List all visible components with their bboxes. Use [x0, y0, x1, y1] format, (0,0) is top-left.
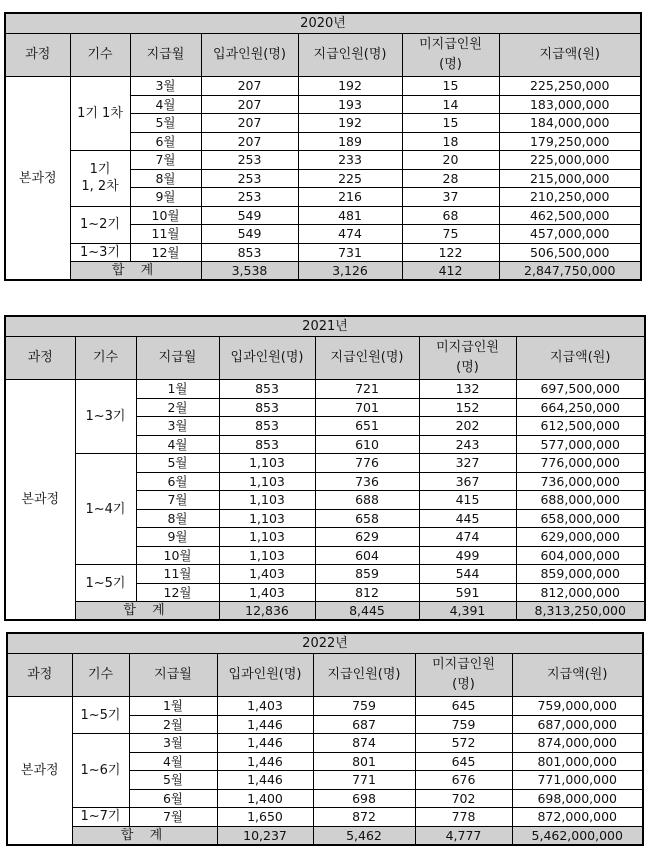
paid-cell: 651: [315, 417, 419, 436]
month-cell: 6월: [130, 132, 201, 151]
amount-cell: 874,000,000: [512, 734, 643, 753]
enrolled-cell: 1,650: [217, 808, 313, 827]
total-unpaid: 4,777: [415, 826, 512, 845]
table-row: [5, 243, 641, 262]
total-unpaid: 412: [402, 262, 499, 281]
paid-cell: 610: [315, 435, 419, 454]
paid-cell: 629: [315, 528, 419, 547]
table-2022: [6, 632, 644, 846]
paid-cell: 872: [313, 808, 415, 827]
amount-cell: 859,000,000: [516, 565, 645, 584]
unpaid-cell: 415: [419, 491, 516, 510]
amount-cell: 664,250,000: [516, 398, 645, 417]
header-amount: 지급액(원): [512, 654, 643, 697]
month-cell: 6월: [136, 472, 219, 491]
cohort-line: 1기: [89, 162, 111, 178]
enrolled-cell: 1,403: [219, 565, 315, 584]
total-row: [7, 826, 643, 845]
cohort-line: 1~2기: [80, 217, 120, 232]
unpaid-cell: 15: [402, 114, 499, 133]
month-cell: 12월: [136, 583, 219, 602]
total-amount: 8,313,250,000: [516, 602, 645, 621]
paid-cell: 874: [313, 734, 415, 753]
header-unpaid: [415, 654, 512, 697]
header-unpaid-line2: (명): [456, 360, 479, 375]
amount-cell: 658,000,000: [516, 509, 645, 528]
header-amount: 지급액(원): [499, 34, 641, 77]
amount-cell: 688,000,000: [516, 491, 645, 510]
month-cell: 3월: [130, 77, 201, 96]
year-title: 2020년: [5, 13, 641, 34]
total-amount: 5,462,000,000: [512, 826, 643, 845]
paid-cell: 193: [298, 95, 402, 114]
total-enrolled: 12,836: [219, 602, 315, 621]
amount-cell: 210,250,000: [499, 188, 641, 207]
amount-cell: 179,250,000: [499, 132, 641, 151]
enrolled-cell: 1,446: [217, 715, 313, 734]
cohort-line: 1~4기: [85, 501, 126, 517]
year-title-row: [5, 13, 641, 34]
header-course: 과정: [7, 654, 72, 697]
enrolled-cell: 853: [219, 435, 315, 454]
table-2020: [4, 12, 642, 281]
paid-cell: 701: [315, 398, 419, 417]
paid-cell: 216: [298, 188, 402, 207]
month-cell: 9월: [130, 188, 201, 207]
enrolled-cell: 1,103: [219, 546, 315, 565]
enrolled-cell: 853: [219, 380, 315, 399]
header-enrolled: 입과인원(명): [217, 654, 313, 697]
paid-cell: 859: [315, 565, 419, 584]
paid-cell: 192: [298, 114, 402, 133]
unpaid-cell: 544: [419, 565, 516, 584]
paid-cell: 658: [315, 509, 419, 528]
amount-cell: 812,000,000: [516, 583, 645, 602]
enrolled-cell: 207: [201, 132, 298, 151]
month-cell: 4월: [136, 435, 219, 454]
cohort-cell: [75, 565, 136, 602]
header-enrolled: 입과인원(명): [201, 34, 298, 77]
course-cell: 본과정: [7, 697, 72, 845]
header-cohort: 기수: [72, 654, 129, 697]
unpaid-cell: 37: [402, 188, 499, 207]
amount-cell: 225,250,000: [499, 77, 641, 96]
enrolled-cell: 1,446: [217, 734, 313, 753]
header-amount: 지급액(원): [516, 337, 645, 380]
enrolled-cell: 549: [201, 225, 298, 244]
enrolled-cell: 853: [219, 398, 315, 417]
amount-cell: 215,000,000: [499, 169, 641, 188]
header-paid: 지급인원(명): [315, 337, 419, 380]
year-title: 2021년: [5, 316, 645, 337]
amount-cell: 687,000,000: [512, 715, 643, 734]
header-row: [5, 34, 641, 77]
table-row: [5, 454, 645, 473]
paid-cell: 192: [298, 77, 402, 96]
header-unpaid-line2: (명): [439, 57, 462, 72]
unpaid-cell: 75: [402, 225, 499, 244]
paid-cell: 233: [298, 151, 402, 170]
unpaid-cell: 591: [419, 583, 516, 602]
amount-cell: 697,500,000: [516, 380, 645, 399]
month-cell: 4월: [130, 95, 201, 114]
unpaid-cell: 645: [415, 697, 512, 716]
total-enrolled: 3,538: [201, 262, 298, 281]
amount-cell: 629,000,000: [516, 528, 645, 547]
enrolled-cell: 253: [201, 188, 298, 207]
course-cell: 본과정: [5, 380, 75, 621]
cohort-line: 1~3기: [80, 244, 120, 260]
paid-cell: 771: [313, 771, 415, 790]
enrolled-cell: 207: [201, 114, 298, 133]
month-cell: 12월: [130, 243, 201, 262]
cohort-cell: [72, 697, 129, 734]
month-cell: 2월: [129, 715, 217, 734]
enrolled-cell: 207: [201, 95, 298, 114]
cohort-line: 1~5기: [85, 575, 126, 591]
paid-cell: 776: [315, 454, 419, 473]
cohort-cell: [72, 734, 129, 808]
enrolled-cell: 207: [201, 77, 298, 96]
month-cell: 10월: [130, 206, 201, 225]
cohort-line: 1~7기: [80, 809, 121, 825]
course-cell: 본과정: [5, 77, 70, 281]
paid-cell: 225: [298, 169, 402, 188]
unpaid-cell: 122: [402, 243, 499, 262]
header-unpaid: [402, 34, 499, 77]
unpaid-cell: 499: [419, 546, 516, 565]
paid-cell: 812: [315, 583, 419, 602]
cohort-cell: [70, 243, 130, 262]
header-cohort: 기수: [75, 337, 136, 380]
amount-cell: 872,000,000: [512, 808, 643, 827]
enrolled-cell: 549: [201, 206, 298, 225]
header-paid: 지급인원(명): [298, 34, 402, 77]
amount-cell: 462,500,000: [499, 206, 641, 225]
table-row: [7, 697, 643, 716]
month-cell: 11월: [130, 225, 201, 244]
unpaid-cell: 327: [419, 454, 516, 473]
enrolled-cell: 853: [219, 417, 315, 436]
year-title: 2022년: [7, 633, 643, 654]
header-unpaid-line1: 미지급인원: [436, 340, 499, 355]
amount-cell: 736,000,000: [516, 472, 645, 491]
amount-cell: 698,000,000: [512, 789, 643, 808]
total-amount: 2,847,750,000: [499, 262, 641, 281]
total-row: [5, 602, 645, 621]
cohort-cell: [70, 77, 130, 151]
total-label: 합 계: [75, 602, 219, 621]
table-row: [5, 380, 645, 399]
month-cell: 9월: [136, 528, 219, 547]
cohort-cell: [72, 808, 129, 827]
amount-cell: 801,000,000: [512, 752, 643, 771]
unpaid-cell: 572: [415, 734, 512, 753]
amount-cell: 506,500,000: [499, 243, 641, 262]
header-unpaid-line1: 미지급인원: [419, 37, 482, 52]
cohort-line: 1~5기: [80, 707, 121, 723]
header-month: 지급월: [129, 654, 217, 697]
table-row: [5, 77, 641, 96]
enrolled-cell: 1,403: [219, 583, 315, 602]
year-title-row: [5, 316, 645, 337]
header-unpaid-line1: 미지급인원: [432, 657, 495, 672]
paid-cell: 736: [315, 472, 419, 491]
total-paid: 5,462: [313, 826, 415, 845]
amount-cell: 184,000,000: [499, 114, 641, 133]
unpaid-cell: 445: [419, 509, 516, 528]
amount-cell: 759,000,000: [512, 697, 643, 716]
cohort-line: 1기 1차: [77, 106, 123, 121]
paid-cell: 687: [313, 715, 415, 734]
unpaid-cell: 132: [419, 380, 516, 399]
month-cell: 11월: [136, 565, 219, 584]
table-row: [7, 734, 643, 753]
amount-cell: 612,500,000: [516, 417, 645, 436]
total-paid: 8,445: [315, 602, 419, 621]
header-row: [5, 337, 645, 380]
total-row: [5, 262, 641, 281]
total-unpaid: 4,391: [419, 602, 516, 621]
amount-cell: 457,000,000: [499, 225, 641, 244]
unpaid-cell: 68: [402, 206, 499, 225]
header-unpaid: [419, 337, 516, 380]
header-row: [7, 654, 643, 697]
header-month: 지급월: [136, 337, 219, 380]
enrolled-cell: 253: [201, 151, 298, 170]
header-course: 과정: [5, 337, 75, 380]
header-unpaid-line2: (명): [452, 677, 475, 692]
month-cell: 1월: [129, 697, 217, 716]
month-cell: 7월: [136, 491, 219, 510]
unpaid-cell: 367: [419, 472, 516, 491]
paid-cell: 604: [315, 546, 419, 565]
enrolled-cell: 1,446: [217, 752, 313, 771]
paid-cell: 801: [313, 752, 415, 771]
cohort-cell: [75, 380, 136, 454]
month-cell: 8월: [130, 169, 201, 188]
enrolled-cell: 1,403: [217, 697, 313, 716]
month-cell: 2월: [136, 398, 219, 417]
year-title-row: [7, 633, 643, 654]
paid-cell: 189: [298, 132, 402, 151]
month-cell: 3월: [129, 734, 217, 753]
total-label: 합 계: [70, 262, 201, 281]
paid-cell: 759: [313, 697, 415, 716]
month-cell: 7월: [130, 151, 201, 170]
total-label: 합 계: [72, 826, 217, 845]
month-cell: 6월: [129, 789, 217, 808]
table-row: [5, 151, 641, 170]
unpaid-cell: 778: [415, 808, 512, 827]
unpaid-cell: 676: [415, 771, 512, 790]
enrolled-cell: 853: [201, 243, 298, 262]
table-row: [5, 206, 641, 225]
month-cell: 5월: [130, 114, 201, 133]
table-2021: [4, 315, 646, 621]
amount-cell: 776,000,000: [516, 454, 645, 473]
month-cell: 10월: [136, 546, 219, 565]
total-enrolled: 10,237: [217, 826, 313, 845]
cohort-cell: [75, 454, 136, 565]
enrolled-cell: 253: [201, 169, 298, 188]
cohort-cell: [70, 206, 130, 243]
month-cell: 4월: [129, 752, 217, 771]
enrolled-cell: 1,400: [217, 789, 313, 808]
unpaid-cell: 474: [419, 528, 516, 547]
enrolled-cell: 1,103: [219, 509, 315, 528]
unpaid-cell: 202: [419, 417, 516, 436]
unpaid-cell: 759: [415, 715, 512, 734]
cohort-line: 1~6기: [80, 763, 121, 778]
enrolled-cell: 1,446: [217, 771, 313, 790]
enrolled-cell: 1,103: [219, 491, 315, 510]
month-cell: 8월: [136, 509, 219, 528]
paid-cell: 481: [298, 206, 402, 225]
cohort-line: 1~3기: [85, 409, 126, 424]
paid-cell: 474: [298, 225, 402, 244]
month-cell: 3월: [136, 417, 219, 436]
cohort-cell: [70, 151, 130, 207]
header-month: 지급월: [130, 34, 201, 77]
month-cell: 5월: [136, 454, 219, 473]
header-paid: 지급인원(명): [313, 654, 415, 697]
unpaid-cell: 28: [402, 169, 499, 188]
unpaid-cell: 702: [415, 789, 512, 808]
unpaid-cell: 243: [419, 435, 516, 454]
enrolled-cell: 1,103: [219, 454, 315, 473]
paid-cell: 688: [315, 491, 419, 510]
unpaid-cell: 14: [402, 95, 499, 114]
paid-cell: 698: [313, 789, 415, 808]
header-enrolled: 입과인원(명): [219, 337, 315, 380]
unpaid-cell: 645: [415, 752, 512, 771]
unpaid-cell: 15: [402, 77, 499, 96]
header-course: 과정: [5, 34, 70, 77]
month-cell: 5월: [129, 771, 217, 790]
month-cell: 7월: [129, 808, 217, 827]
unpaid-cell: 18: [402, 132, 499, 151]
amount-cell: 577,000,000: [516, 435, 645, 454]
enrolled-cell: 1,103: [219, 528, 315, 547]
amount-cell: 225,000,000: [499, 151, 641, 170]
paid-cell: 721: [315, 380, 419, 399]
amount-cell: 183,000,000: [499, 95, 641, 114]
header-cohort: 기수: [70, 34, 130, 77]
amount-cell: 771,000,000: [512, 771, 643, 790]
enrolled-cell: 1,103: [219, 472, 315, 491]
unpaid-cell: 20: [402, 151, 499, 170]
paid-cell: 731: [298, 243, 402, 262]
unpaid-cell: 152: [419, 398, 516, 417]
cohort-line: 1, 2차: [81, 179, 119, 195]
table-row: [5, 565, 645, 584]
amount-cell: 604,000,000: [516, 546, 645, 565]
month-cell: 1월: [136, 380, 219, 399]
table-row: [7, 808, 643, 827]
total-paid: 3,126: [298, 262, 402, 281]
